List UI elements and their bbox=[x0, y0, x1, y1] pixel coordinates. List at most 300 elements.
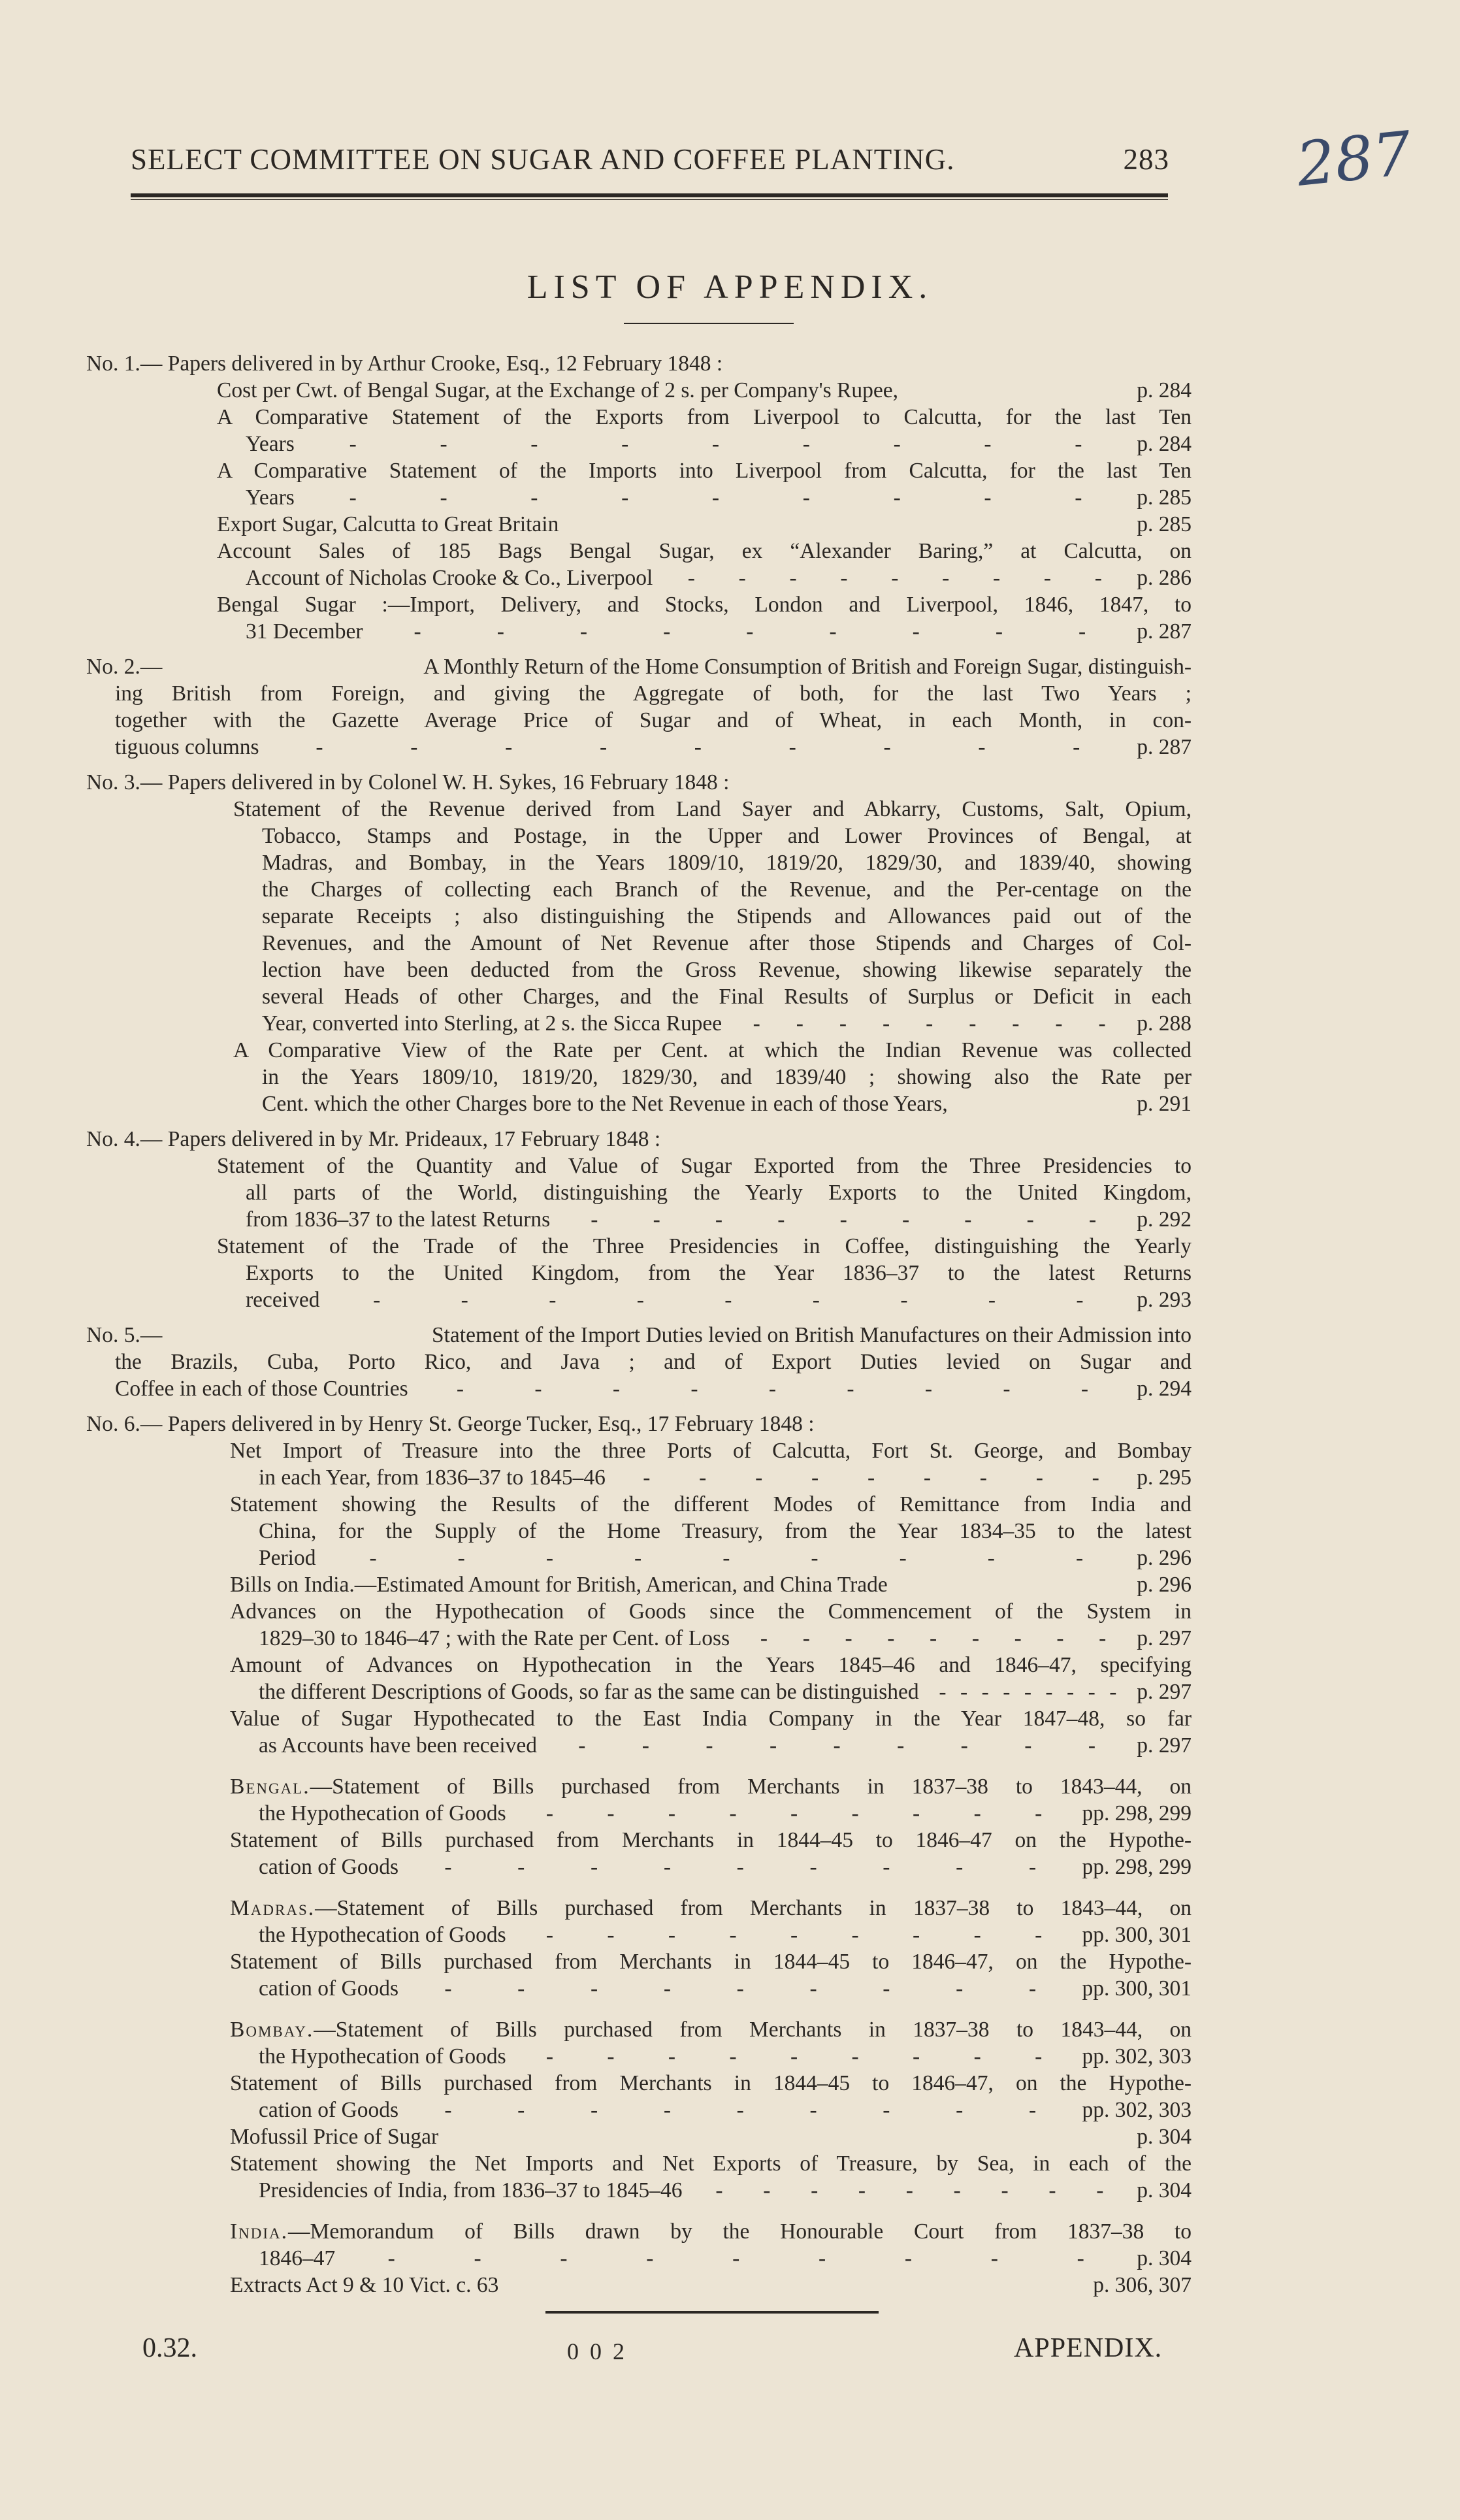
text-line bbox=[86, 653, 1192, 680]
handwritten-page-number: 287 bbox=[1293, 118, 1415, 200]
appendix-item bbox=[233, 1037, 1192, 1117]
leader-line bbox=[230, 1854, 1192, 1880]
appendix-entry bbox=[86, 1126, 1192, 1313]
leader-dash: - bbox=[517, 1976, 525, 2001]
leader-dash: - bbox=[410, 735, 418, 759]
entry-text: cation of Goods bbox=[259, 1976, 398, 2001]
leader-dash: - bbox=[809, 1976, 817, 2001]
footer-center: 0 0 2 bbox=[567, 2338, 627, 2365]
entry-number: No. 6.— bbox=[86, 1412, 163, 1436]
entry-body bbox=[86, 653, 1192, 761]
leader-dash: - bbox=[699, 1465, 707, 1490]
page-reference: p. 287 bbox=[1137, 619, 1192, 644]
leader-dash: - bbox=[668, 1923, 676, 1947]
dot-leader bbox=[335, 2245, 1137, 2272]
leader-dash: - bbox=[930, 1626, 937, 1650]
page-reference: p. 284 bbox=[1137, 432, 1192, 456]
leader-dash: - bbox=[715, 2178, 723, 2202]
leader-line bbox=[230, 2097, 1192, 2123]
leader-dash: - bbox=[987, 1546, 995, 1570]
entry-text: Year, converted into Sterling, at 2 s. the Sicca Rupee bbox=[262, 1011, 722, 1036]
leader-dash: - bbox=[923, 1465, 932, 1490]
entry-lead: Papers delivered in by Henry St. George Tucker, Esq., 17 February 1848 : bbox=[162, 1412, 815, 1436]
leader-dash: - bbox=[796, 1011, 803, 1036]
leader-dash: - bbox=[1035, 1801, 1043, 1825]
leader-line bbox=[217, 1206, 1192, 1233]
appendix-item bbox=[230, 1773, 1192, 1827]
text-line: the Charges of collecting each Branch of the Revenue, and the Per-centage on the bbox=[262, 877, 1192, 902]
leader-line bbox=[230, 2043, 1192, 2070]
leader-dash: - bbox=[899, 1546, 907, 1570]
leader-line bbox=[230, 2177, 1192, 2204]
leader-line bbox=[217, 1286, 1192, 1313]
page-reference: p. 291 bbox=[1137, 1092, 1192, 1116]
leader-dash: - bbox=[621, 485, 629, 510]
leader-dash: - bbox=[579, 619, 588, 644]
leader-dash: - bbox=[1067, 1680, 1075, 1704]
leader-dash: - bbox=[560, 2246, 568, 2270]
leader-dash: - bbox=[496, 619, 504, 644]
page-reference: p. 294 bbox=[1137, 1377, 1192, 1401]
dot-leader bbox=[506, 1800, 1082, 1827]
leader-dash: - bbox=[973, 1923, 981, 1947]
leader-dash: - bbox=[1075, 485, 1082, 510]
leader-line bbox=[86, 734, 1192, 761]
leader-dash: - bbox=[1028, 1976, 1037, 2001]
page-reference: p. 295 bbox=[1137, 1465, 1192, 1490]
text-line: Statement of the Quantity and Value of Sugar Exported from the Three Presidencies to bbox=[217, 1154, 1192, 1178]
leader-line bbox=[217, 618, 1192, 645]
leader-dash: - bbox=[694, 735, 702, 759]
leader-line bbox=[230, 2245, 1192, 2272]
entry-text: the Hypothecation of Goods bbox=[259, 1923, 506, 1947]
appendix-item bbox=[230, 2272, 1192, 2299]
leader-dash: - bbox=[883, 2098, 890, 2122]
entry-text: Presidencies of India, from 1836–37 to 1845–46 bbox=[259, 2178, 683, 2202]
text-line: Madras, and Bombay, in the Years 1809/10, 1819/20, 1829/30, and 1839/40, showing bbox=[262, 851, 1192, 875]
leader-dash: - bbox=[883, 1855, 890, 1879]
appendix-entry bbox=[86, 1322, 1192, 1402]
leader-dash: - bbox=[858, 2178, 866, 2202]
leader-dash: - bbox=[851, 1923, 859, 1947]
entry-text: Export Sugar, Calcutta to Great Britain bbox=[217, 512, 559, 536]
leader-dash: - bbox=[373, 1288, 381, 1312]
appendix-item bbox=[217, 377, 1192, 404]
leader-dash: - bbox=[1035, 1465, 1043, 1490]
entry-text: —Statement of Bills purchased from Merchants in 1837–38 to 1843–44, on bbox=[310, 1775, 1192, 1799]
page-reference: pp. 302, 303 bbox=[1082, 2098, 1192, 2122]
appendix-item bbox=[230, 1437, 1192, 1491]
text-line bbox=[230, 2150, 1192, 2177]
leader-dash: - bbox=[978, 735, 986, 759]
leader-dash: - bbox=[736, 2098, 744, 2122]
leader-dash: - bbox=[1043, 566, 1051, 590]
leader-dash: - bbox=[1014, 1626, 1022, 1650]
leader-dash: - bbox=[722, 1546, 730, 1570]
leader-line bbox=[230, 1800, 1192, 1827]
leader-dash: - bbox=[517, 2098, 525, 2122]
entry-text: Extracts Act 9 & 10 Vict. c. 63 bbox=[230, 2273, 499, 2297]
text-line: in the Years 1809/10, 1819/20, 1829/30, and 1839/40 ; showing also the Rate per bbox=[262, 1065, 1192, 1089]
leader-dash: - bbox=[457, 1546, 465, 1570]
leader-dash: - bbox=[981, 1680, 989, 1704]
leader-dash: - bbox=[984, 485, 992, 510]
text-line: China, for the Supply of the Home Treasury, from the Year 1834–35 to the latest bbox=[259, 1519, 1192, 1543]
entry-heading bbox=[86, 769, 1192, 796]
leader-dash: - bbox=[904, 2246, 913, 2270]
page-reference: p. 304 bbox=[1137, 2246, 1192, 2270]
dot-leader bbox=[506, 1922, 1082, 1948]
page-reference: p. 288 bbox=[1137, 1011, 1192, 1036]
page-reference: pp. 298, 299 bbox=[1082, 1801, 1192, 1825]
leader-dash: - bbox=[900, 1288, 908, 1312]
leader-dash: - bbox=[790, 1923, 798, 1947]
appendix-entry bbox=[86, 653, 1192, 761]
leader-dash: - bbox=[883, 1976, 890, 2001]
inline-end-line bbox=[230, 1571, 1192, 1598]
leader-dash: - bbox=[668, 1801, 676, 1825]
group-gap bbox=[86, 2002, 1192, 2016]
page-reference: p. 296 bbox=[1137, 1546, 1192, 1570]
entry-text: Statement showing the Net Imports and Net Exports of Treasure, by Sea, in each of the bbox=[230, 2152, 1192, 2176]
footer-rule bbox=[545, 2311, 879, 2314]
entry-heading bbox=[86, 350, 1192, 377]
dot-leader bbox=[316, 1545, 1137, 1571]
leader-dash: - bbox=[760, 1626, 768, 1650]
entry-text: in each Year, from 1836–37 to 1845–46 bbox=[259, 1465, 606, 1490]
page-reference: p. 284 bbox=[1137, 378, 1192, 402]
dot-leader bbox=[722, 1010, 1137, 1037]
leader-dash: - bbox=[912, 619, 920, 644]
leader-line bbox=[230, 1625, 1192, 1652]
leader-dash: - bbox=[1001, 2178, 1009, 2202]
text-line bbox=[86, 1322, 1192, 1349]
title-rule bbox=[624, 323, 794, 324]
leader-dash: - bbox=[769, 1733, 777, 1758]
leader-dash: - bbox=[1035, 2044, 1043, 2069]
appendix-item bbox=[230, 1571, 1192, 1598]
appendix-item bbox=[217, 1233, 1192, 1313]
entry-text: Bills on India.—Estimated Amount for British, American, and China Trade bbox=[230, 1573, 888, 1597]
leader-dash: - bbox=[755, 1465, 763, 1490]
leader-dash: - bbox=[729, 2044, 737, 2069]
leader-line bbox=[217, 565, 1192, 591]
leader-dash: - bbox=[1075, 432, 1082, 456]
appendix-item bbox=[230, 2218, 1192, 2272]
dot-leader bbox=[398, 2097, 1082, 2123]
dot-leader bbox=[683, 2177, 1137, 2204]
leader-dash: - bbox=[736, 1976, 744, 2001]
leader-dash: - bbox=[956, 2098, 964, 2122]
entry-heading bbox=[86, 1126, 1192, 1153]
entry-text: Cost per Cwt. of Bengal Sugar, at the Exchange of 2 s. per Company's Rupee, bbox=[217, 378, 898, 402]
entry-text: Statement of Bills purchased from Merchants in 1844–45 to 1846–47 on the Hypothe- bbox=[230, 1828, 1192, 1852]
leader-dash: - bbox=[663, 619, 671, 644]
leader-dash: - bbox=[545, 1546, 554, 1570]
leader-dash: - bbox=[913, 1923, 920, 1947]
entry-number: No. 4.— bbox=[86, 1127, 163, 1151]
leader-dash: - bbox=[349, 432, 357, 456]
leader-dash: - bbox=[829, 619, 837, 644]
leader-dash: - bbox=[926, 1011, 933, 1036]
leader-dash: - bbox=[738, 566, 746, 590]
appendix-item bbox=[217, 591, 1192, 645]
leader-dash: - bbox=[1012, 1011, 1020, 1036]
dot-leader bbox=[363, 618, 1137, 645]
text-line: lection have been deducted from the Gross Revenue, showing likewise separately the bbox=[262, 958, 1192, 982]
group-gap bbox=[86, 1759, 1192, 1773]
leader-dash: - bbox=[1096, 2178, 1104, 2202]
entry-text: 31 December bbox=[246, 619, 363, 644]
running-header bbox=[131, 142, 1169, 176]
text-line: separate Receipts ; also distinguishing the Stipends and Allowances paid out of the bbox=[262, 904, 1192, 928]
leader-dash: - bbox=[440, 485, 447, 510]
leader-dash: - bbox=[891, 566, 899, 590]
leader-dash: - bbox=[591, 1207, 598, 1232]
dot-leader bbox=[537, 1732, 1137, 1759]
entry-number: No. 2.— bbox=[86, 655, 163, 679]
footer-left: 0.32. bbox=[142, 2333, 197, 2363]
dot-leader bbox=[919, 1678, 1137, 1705]
inline-end-line bbox=[217, 377, 1192, 404]
entry-text: 1829–30 to 1846–47 ; with the Rate per Cent. of Loss bbox=[259, 1626, 730, 1650]
page-reference: p. 297 bbox=[1137, 1733, 1192, 1758]
leader-dash: - bbox=[461, 1288, 468, 1312]
page-reference: p. 306, 307 bbox=[1093, 2273, 1192, 2297]
leader-dash: - bbox=[882, 1011, 890, 1036]
group-label: Bengal. bbox=[230, 1775, 310, 1799]
leader-dash: - bbox=[753, 1011, 760, 1036]
running-title: SELECT COMMITTEE ON SUGAR AND COFFEE PLANTING. bbox=[131, 143, 955, 176]
page-reference: pp. 298, 299 bbox=[1082, 1855, 1192, 1879]
entry-text: 1846–47 bbox=[259, 2246, 336, 2270]
leader-dash: - bbox=[893, 485, 901, 510]
leader-dash: - bbox=[456, 1377, 464, 1401]
leader-dash: - bbox=[663, 1855, 671, 1879]
leader-dash: - bbox=[811, 1465, 819, 1490]
leader-dash: - bbox=[646, 2246, 654, 2270]
entry-text: cation of Goods bbox=[259, 1855, 398, 1879]
entry-text: Years bbox=[246, 485, 295, 510]
leader-dash: - bbox=[653, 1207, 660, 1232]
page-reference: p. 304 bbox=[1137, 2125, 1192, 2149]
text-line: Net Import of Treasure into the three Ports of Calcutta, Fort St. George, and Bombay bbox=[230, 1439, 1192, 1463]
leader-dash: - bbox=[1088, 1207, 1097, 1232]
leader-dash: - bbox=[956, 1976, 964, 2001]
text-line: all parts of the World, distinguishing the Yearly Exports to the United Kingdom, bbox=[246, 1181, 1192, 1205]
leader-dash: - bbox=[969, 1011, 977, 1036]
leader-dash: - bbox=[905, 2178, 913, 2202]
leader-dash: - bbox=[897, 1733, 905, 1758]
leader-dash: - bbox=[790, 2044, 798, 2069]
leader-dash: - bbox=[545, 1923, 554, 1947]
leader-dash: - bbox=[634, 1546, 642, 1570]
leader-dash: - bbox=[839, 1011, 847, 1036]
leader-dash: - bbox=[901, 1207, 910, 1232]
leader-dash: - bbox=[763, 2178, 771, 2202]
dot-leader bbox=[506, 2043, 1082, 2070]
group-label: Bombay. bbox=[230, 2018, 314, 2042]
text-line: Tobacco, Stamps and Postage, in the Upper and Lower Provinces of Bengal, at bbox=[262, 824, 1192, 848]
leader-dash: - bbox=[960, 1680, 968, 1704]
leader-dash: - bbox=[1088, 1733, 1095, 1758]
dot-leader bbox=[606, 1464, 1137, 1491]
entry-text: the different Descriptions of Goods, so far as the same can be distinguished bbox=[259, 1680, 919, 1704]
page-reference: pp. 302, 303 bbox=[1082, 2044, 1192, 2069]
text-line: Account Sales of 185 Bags Bengal Sugar, ex “Alexander Baring,” at Calcutta, on bbox=[217, 539, 1192, 563]
appendix-item bbox=[230, 1652, 1192, 1705]
page-reference: p. 304 bbox=[1137, 2178, 1192, 2202]
leader-dash: - bbox=[924, 1377, 933, 1401]
dot-leader bbox=[295, 484, 1137, 511]
dot-leader bbox=[653, 565, 1137, 591]
leader-dash: - bbox=[812, 1288, 820, 1312]
leader-dash: - bbox=[643, 1465, 651, 1490]
leader-dash: - bbox=[847, 1377, 854, 1401]
leader-dash: - bbox=[802, 1626, 810, 1650]
leader-dash: - bbox=[1028, 1855, 1037, 1879]
text-line bbox=[230, 1948, 1192, 1975]
leader-dash: - bbox=[1077, 2246, 1084, 2270]
leader-dash: - bbox=[729, 1923, 737, 1947]
group-label: Madras. bbox=[230, 1896, 316, 1920]
leader-dash: - bbox=[893, 432, 901, 456]
page-reference: p. 292 bbox=[1137, 1207, 1192, 1232]
leader-line bbox=[86, 1375, 1192, 1402]
leader-dash: - bbox=[349, 485, 357, 510]
entry-text: tiguous columns bbox=[115, 735, 259, 759]
entry-text: Statement of Bills purchased from Merchants in 1844–45 to 1846–47, on the Hypothe- bbox=[230, 1950, 1192, 1974]
leader-dash: - bbox=[953, 2178, 961, 2202]
text-line: several Heads of other Charges, and the Final Results of Surplus or Deficit in each bbox=[262, 985, 1192, 1009]
text-line bbox=[230, 2016, 1192, 2043]
leader-dash: - bbox=[711, 485, 720, 510]
leader-dash: - bbox=[777, 1207, 785, 1232]
group-gap bbox=[86, 1880, 1192, 1895]
footer-right: APPENDIX. bbox=[1014, 2333, 1163, 2363]
leader-dash: - bbox=[1092, 1465, 1099, 1490]
inline-end-line bbox=[230, 2123, 1192, 2150]
appendix-item bbox=[230, 1491, 1192, 1571]
leader-dash: - bbox=[883, 735, 891, 759]
leader-dash: - bbox=[590, 2098, 598, 2122]
leader-dash: - bbox=[802, 485, 810, 510]
leader-dash: - bbox=[971, 1626, 979, 1650]
appendix-list bbox=[86, 350, 1192, 2307]
leader-dash: - bbox=[578, 1733, 586, 1758]
text-line: Value of Sugar Hypothecated to the East India Company in the Year 1847–48, so far bbox=[230, 1707, 1192, 1731]
leader-line bbox=[230, 1922, 1192, 1948]
leader-dash: - bbox=[851, 1801, 859, 1825]
leader-dash: - bbox=[809, 1855, 817, 1879]
dot-leader bbox=[259, 734, 1137, 761]
leader-dash: - bbox=[530, 432, 538, 456]
text-line: A Comparative View of the Rate per Cent. at which the Indian Revenue was collected bbox=[233, 1038, 1192, 1062]
leader-dash: - bbox=[913, 2044, 920, 2069]
leader-dash: - bbox=[474, 2246, 481, 2270]
leader-dash: - bbox=[690, 1377, 698, 1401]
appendix-item bbox=[230, 1827, 1192, 1880]
leader-dash: - bbox=[599, 735, 608, 759]
leader-line bbox=[217, 431, 1192, 457]
entry-text: Years bbox=[246, 432, 295, 456]
text-line: Revenues, and the Amount of Net Revenue after those Stipends and Charges of Col- bbox=[262, 931, 1192, 955]
text-line: Advances on the Hypothecation of Goods since the Commencement of the System in bbox=[230, 1599, 1192, 1624]
entry-text: Statement of Bills purchased from Merchants in 1844–45 to 1846–47, on the Hypothe- bbox=[230, 2071, 1192, 2095]
appendix-entry bbox=[86, 769, 1192, 1117]
text-line: A Comparative Statement of the Exports from Liverpool to Calcutta, for the last Ten bbox=[217, 405, 1192, 429]
group-label: India. bbox=[230, 2219, 289, 2244]
leader-dash: - bbox=[736, 1855, 744, 1879]
page-reference: p. 285 bbox=[1137, 512, 1192, 536]
leader-dash: - bbox=[1024, 1680, 1031, 1704]
appendix-item bbox=[230, 2016, 1192, 2070]
entry-text: cation of Goods bbox=[259, 2098, 398, 2122]
appendix-item bbox=[217, 538, 1192, 591]
entry-number: No. 1.— bbox=[86, 352, 163, 376]
entry-text: —Memorandum of Bills drawn by the Honourable Court from 1837–38 to bbox=[288, 2219, 1192, 2244]
leader-dash: - bbox=[517, 1855, 525, 1879]
text-line: ing British from Foreign, and giving the Aggregate of both, for the last Two Years ; bbox=[115, 681, 1192, 706]
text-line: Statement of the Revenue derived from Land Sayer and Abkarry, Customs, Salt, Opium, bbox=[233, 797, 1192, 821]
leader-dash: - bbox=[1075, 1546, 1084, 1570]
leader-dash: - bbox=[369, 1546, 377, 1570]
leader-dash: - bbox=[549, 1288, 557, 1312]
leader-dash: - bbox=[545, 1801, 554, 1825]
leader-line bbox=[230, 1678, 1192, 1705]
entry-text: as Accounts have been received bbox=[259, 1733, 537, 1758]
entry-text: —Statement of Bills purchased from Merchants in 1837–38 to 1843–44, on bbox=[314, 2018, 1192, 2042]
leader-dash: - bbox=[711, 432, 720, 456]
leader-dash: - bbox=[973, 2044, 981, 2069]
page-reference: p. 287 bbox=[1137, 735, 1192, 759]
leader-dash: - bbox=[729, 1801, 737, 1825]
entry-text: —Statement of Bills purchased from Merchants in 1837–38 to 1843–44, on bbox=[315, 1896, 1192, 1920]
appendix-item bbox=[230, 1948, 1192, 2002]
leader-line bbox=[230, 1464, 1192, 1491]
leader-dash: - bbox=[414, 619, 421, 644]
leader-dash: - bbox=[1003, 1377, 1011, 1401]
leader-dash: - bbox=[612, 1377, 621, 1401]
appendix-item bbox=[230, 2150, 1192, 2204]
text-line: Exports to the United Kingdom, from the Year 1836–37 to the latest Returns bbox=[246, 1261, 1192, 1285]
leader-dash: - bbox=[839, 1207, 847, 1232]
leader-dash: - bbox=[1099, 1626, 1107, 1650]
leader-dash: - bbox=[809, 2098, 817, 2122]
leader-dash: - bbox=[789, 566, 797, 590]
leader-dash: - bbox=[1028, 2098, 1037, 2122]
appendix-item bbox=[230, 2070, 1192, 2123]
leader-dash: - bbox=[913, 1801, 920, 1825]
entry-body bbox=[86, 1322, 1192, 1402]
entry-heading bbox=[86, 1411, 1192, 1437]
leader-dash: - bbox=[590, 1855, 598, 1879]
appendix-item bbox=[230, 1598, 1192, 1652]
leader-dash: - bbox=[545, 2044, 554, 2069]
leader-dash: - bbox=[973, 1801, 981, 1825]
page-reference: pp. 300, 301 bbox=[1082, 1976, 1192, 2001]
appendix-entry bbox=[86, 1411, 1192, 2299]
entry-number: No. 5.— bbox=[86, 1323, 163, 1347]
entry-text: A Monthly Return of the Home Consumption of British and Foreign Sugar, distinguish- bbox=[423, 655, 1192, 679]
leader-dash: - bbox=[687, 566, 695, 590]
dot-leader bbox=[730, 1625, 1137, 1652]
leader-dash: - bbox=[746, 619, 754, 644]
entry-text: Period bbox=[259, 1546, 316, 1570]
page-reference: p. 286 bbox=[1137, 566, 1192, 590]
entry-text: Mofussil Price of Sugar bbox=[230, 2125, 439, 2149]
leader-dash: - bbox=[636, 1288, 644, 1312]
